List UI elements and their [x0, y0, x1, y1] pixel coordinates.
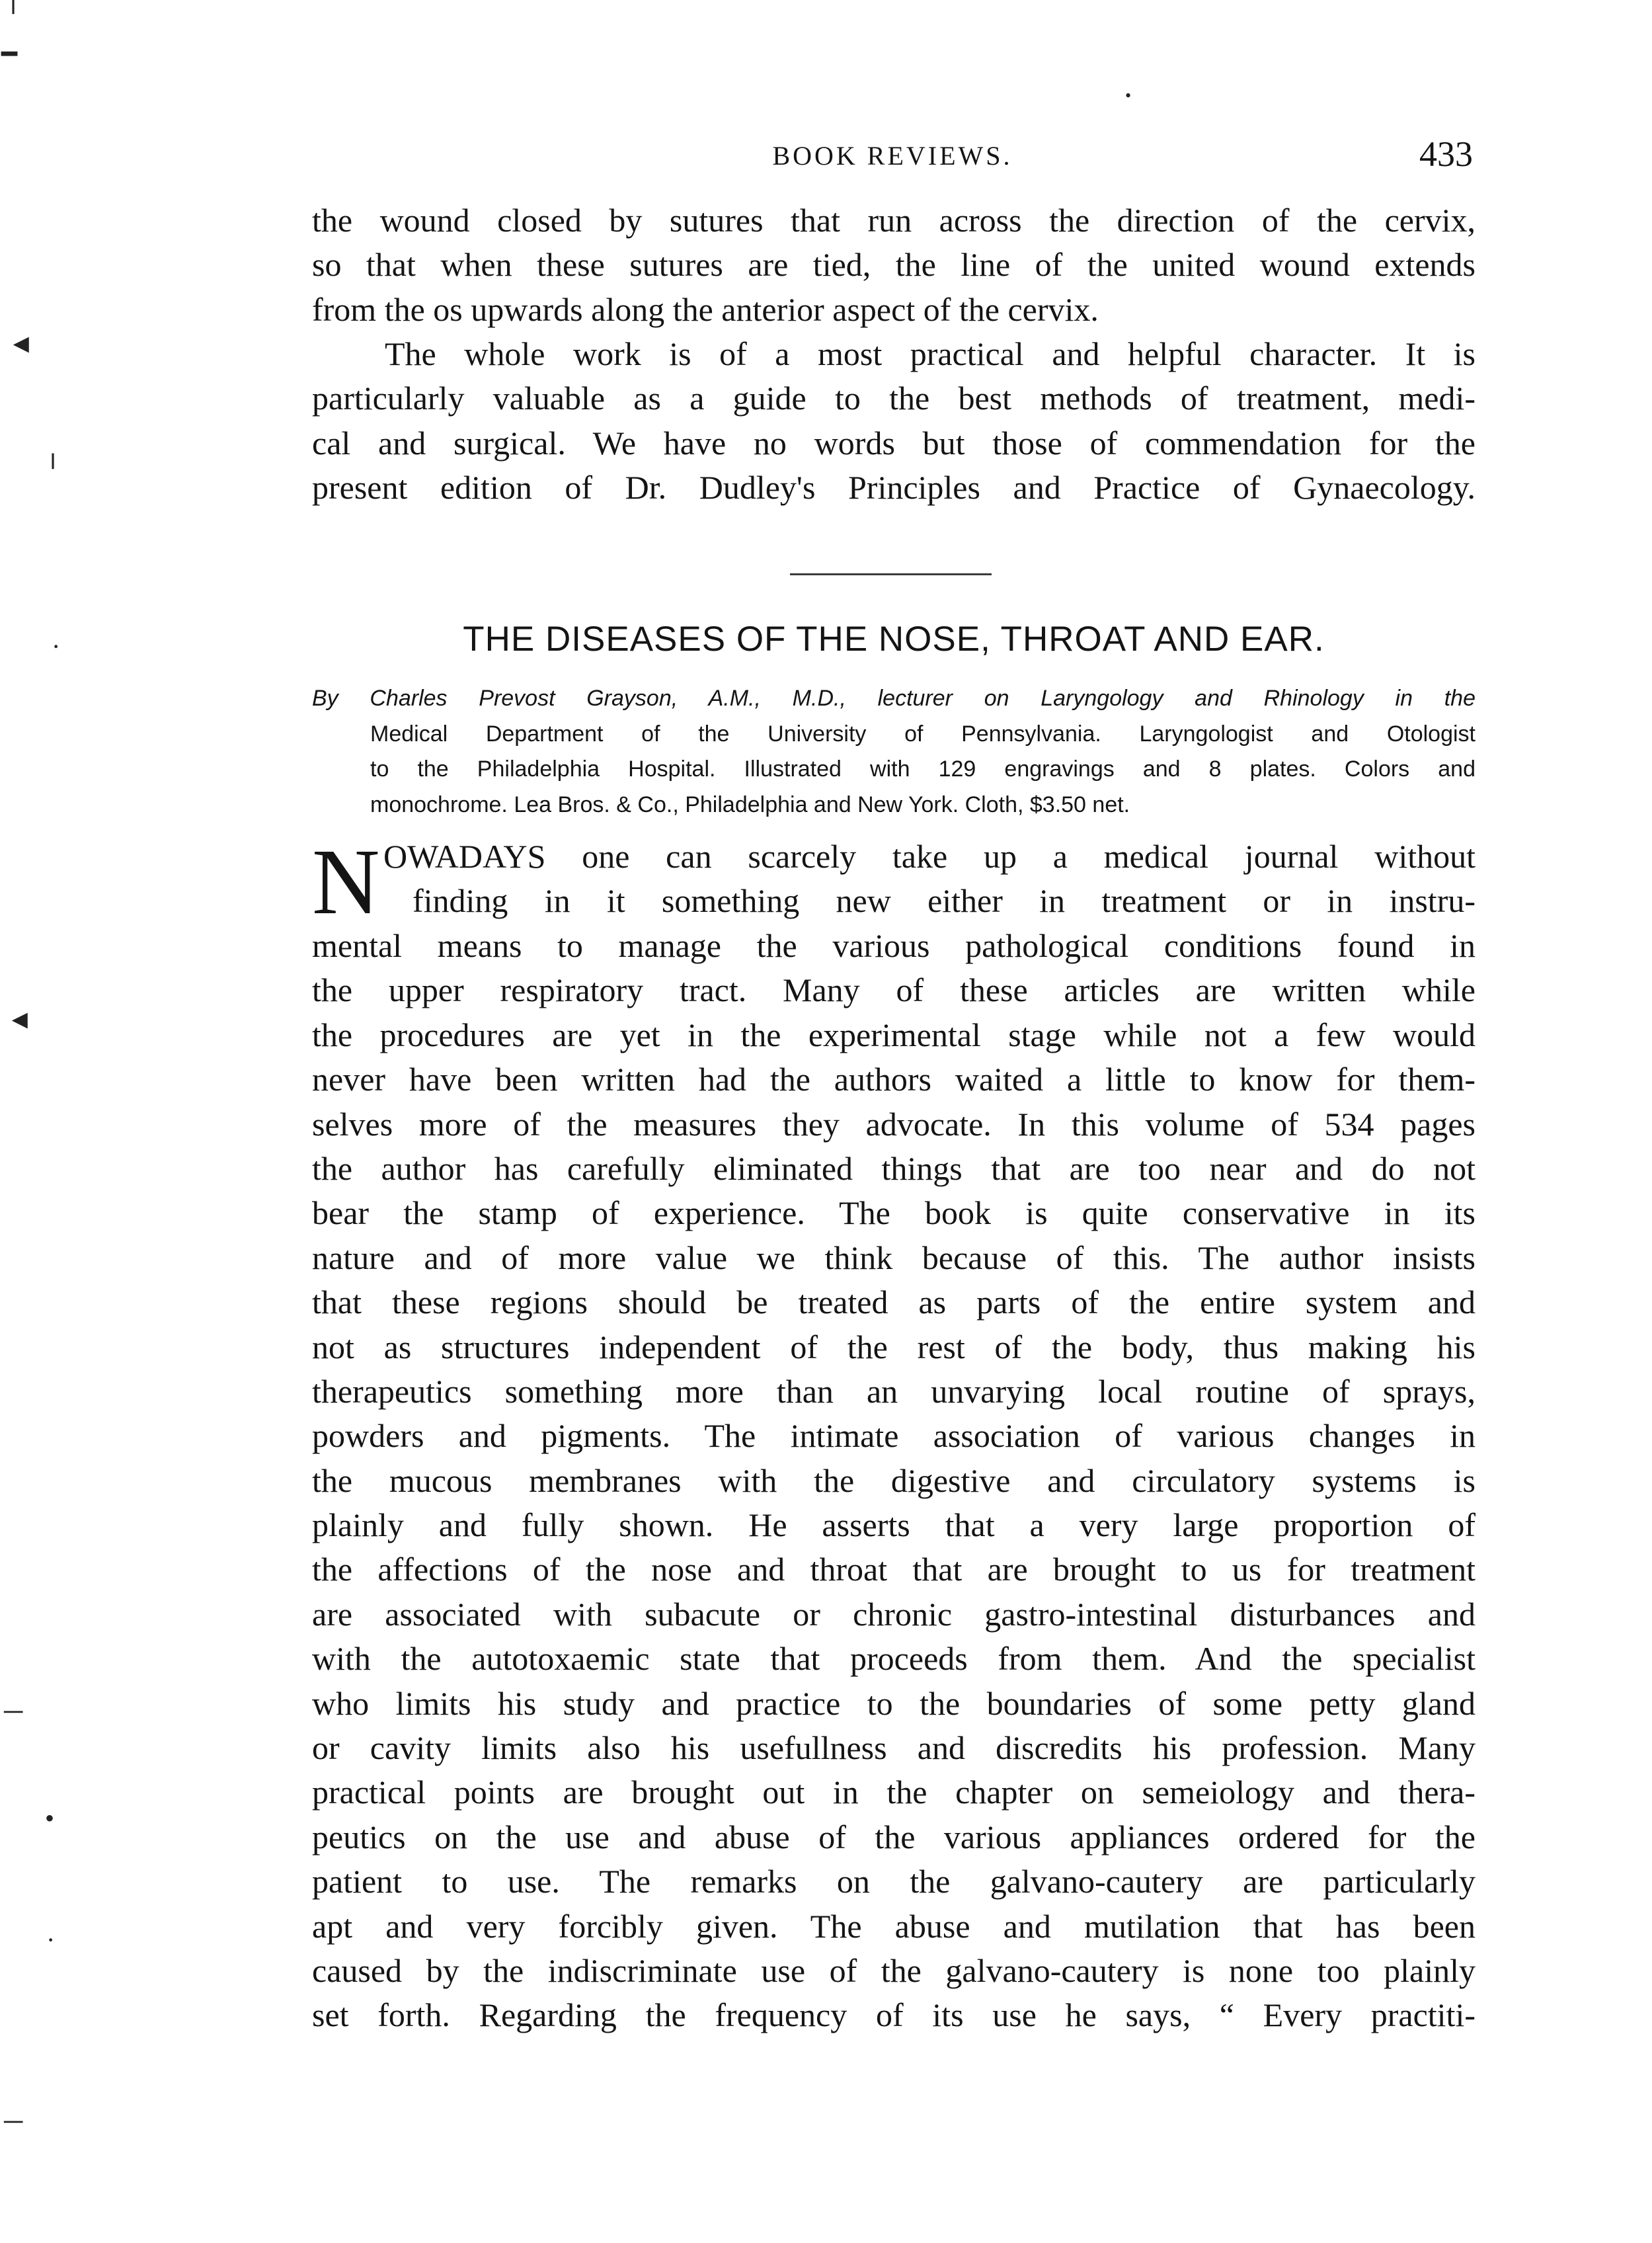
text-line: patient to use. The remarks on the galvano-cautery are particularly	[312, 1863, 1475, 1900]
margin-mark-8: •	[45, 1803, 55, 1833]
margin-mark-4: ╵	[45, 454, 61, 484]
margin-mark-11: •	[1125, 86, 1132, 105]
text-line: the upper respiratory tract. Many of these articles are written while	[312, 971, 1475, 1009]
margin-mark-3: ◄	[8, 329, 34, 358]
drop-cap: N	[312, 829, 380, 934]
text-line: set forth. Regarding the frequency of its use he says, “ Every practiti-	[312, 1996, 1475, 2034]
text-line: particularly valuable as a guide to the best methods of treatment, medi-	[312, 380, 1475, 417]
text-line: the affections of the nose and throat that are brought to us for treatment	[312, 1551, 1475, 1588]
closing-paragraph	[312, 332, 1475, 510]
citation-line: monochrome. Lea Bros. & Co., Philadelphia and New York. Cloth, $3.50 net.	[370, 792, 1130, 817]
text-line: finding in it something new either in treatment or in instru-	[413, 882, 1475, 920]
margin-mark-1: ╵	[5, 0, 22, 29]
continued-paragraph	[312, 198, 1475, 332]
margin-mark-5: ·	[52, 632, 61, 661]
text-line: powders and pigments. The intimate association of various changes in	[312, 1417, 1475, 1455]
text-line: never have been written had the authors waited a little to know for them-	[312, 1061, 1475, 1098]
margin-mark-2: ━	[1, 39, 18, 69]
text-line: are associated with subacute or chronic gastro-intestinal disturbances and	[312, 1595, 1475, 1633]
text-line: selves more of the measures they advocate. In this volume of 534 pages	[312, 1105, 1475, 1143]
running-title: BOOK REVIEWS.	[772, 141, 1013, 171]
text-line: the wound closed by sutures that run across the direction of the cervix,	[312, 202, 1475, 239]
text-line: the procedures are yet in the experimental stage while not a few would	[312, 1016, 1475, 1053]
text-line: therapeutics something more than an unvarying local routine of sprays,	[312, 1372, 1475, 1410]
review-body-opening	[312, 829, 1475, 934]
review-body	[312, 924, 1475, 2038]
text-line: apt and very forcibly given. The abuse and mutilation that has been	[312, 1907, 1475, 1945]
book-citation	[312, 681, 1475, 823]
running-head	[312, 134, 1473, 180]
text-line: caused by the indiscriminate use of the galvano-cautery is none too plainly	[312, 1951, 1475, 1989]
text-line: The whole work is of a most practical and helpful character. It is	[385, 335, 1475, 372]
text-line: so that when these sutures are tied, the line of the united wound extends	[312, 246, 1475, 284]
section-divider	[790, 573, 992, 575]
text-line: mental means to manage the various pathological conditions found in	[312, 927, 1475, 964]
text-line: who limits his study and practice to the boundaries of some petty gland	[312, 1684, 1475, 1722]
citation-line: By Charles Prevost Grayson, A.M., M.D., lecturer on Laryngology and Rhinology in the	[312, 686, 1475, 711]
margin-mark-10: ─	[4, 2106, 23, 2136]
margin-mark-7: ─	[4, 1696, 23, 1726]
citation-line: to the Philadelphia Hospital. Illustrated with 129 engravings and 8 plates. Colors and	[370, 756, 1475, 782]
review-title: THE DISEASES OF THE NOSE, THROAT AND EAR.	[463, 620, 1325, 659]
text-line: peutics on the use and abuse of the various appliances ordered for the	[312, 1818, 1475, 1856]
text-line: or cavity limits also his usefullness and discredits his profession. Many	[312, 1729, 1475, 1767]
margin-mark-6: ◄	[7, 1004, 33, 1034]
text-line: practical points are brought out in the chapter on semeiology and thera-	[312, 1774, 1475, 1811]
text-line: the mucous membranes with the digestive and circulatory systems is	[312, 1461, 1475, 1499]
text-line: with the autotoxaemic state that proceeds from them. And the specialist	[312, 1640, 1475, 1678]
text-line: plainly and fully shown. He asserts that a very large proportion of	[312, 1506, 1475, 1544]
citation-line: Medical Department of the University of Pennsylvania. Laryngologist and Otologist	[370, 721, 1475, 747]
text-line: not as structures independent of the rest of the body, thus making his	[312, 1328, 1475, 1366]
text-line: present edition of Dr. Dudley's Principles and Practice of Gynaecology.	[312, 469, 1475, 507]
margin-mark-9: ·	[46, 1925, 56, 1955]
text-line: OWADAYS one can scarcely take up a medical journal without	[383, 838, 1475, 875]
text-line: nature and of more value we think because of this. The author insists	[312, 1239, 1475, 1276]
text-line: cal and surgical. We have no words but those of commendation for the	[312, 424, 1475, 462]
text-line: that these regions should be treated as parts of the entire system and	[312, 1284, 1475, 1321]
page-number: 433	[1419, 134, 1473, 174]
text-line: bear the stamp of experience. The book is quite conservative in its	[312, 1194, 1475, 1232]
text-line: from the os upwards along the anterior aspect of the cervix.	[312, 290, 1099, 328]
text-line: the author has carefully eliminated things that are too near and do not	[312, 1149, 1475, 1187]
